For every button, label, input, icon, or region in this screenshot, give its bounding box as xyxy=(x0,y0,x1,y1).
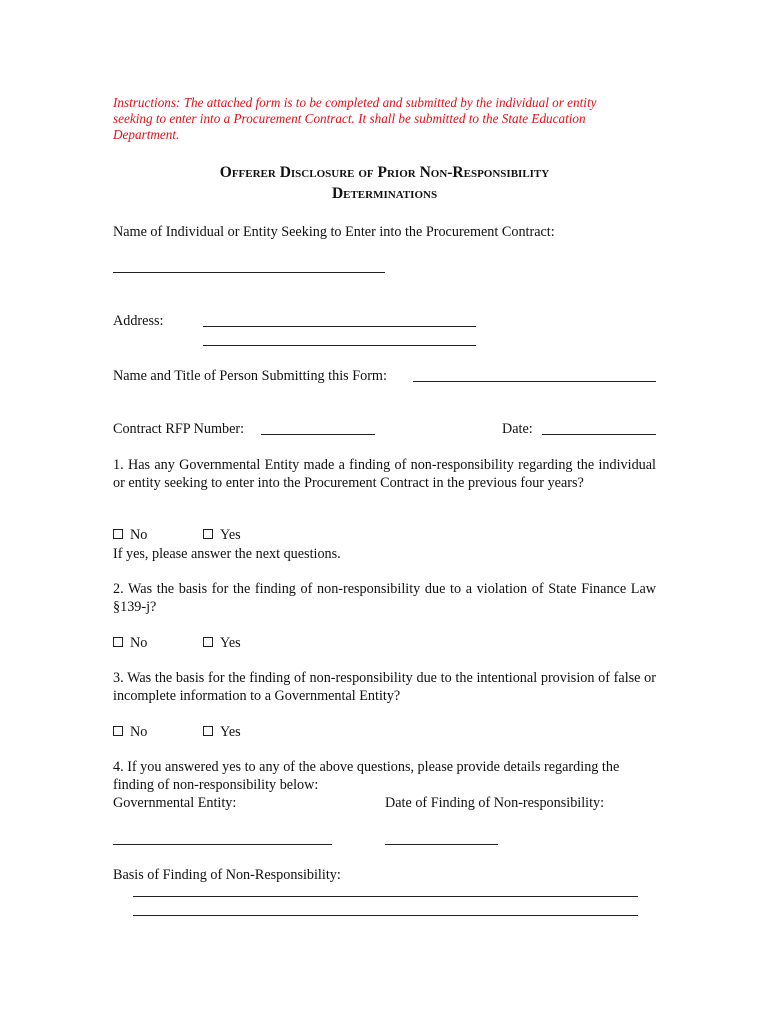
finding-date-field[interactable] xyxy=(385,844,498,845)
date-field[interactable] xyxy=(542,434,656,435)
address-line-2-field[interactable] xyxy=(203,345,476,346)
question-3-text: 3. Was the basis for the finding of non-responsibility due to the intentional provision of false or incomplete information to a Governmental Entity? xyxy=(113,670,656,704)
q3-no-label: No xyxy=(130,724,148,740)
checkbox-icon[interactable] xyxy=(113,637,123,647)
basis-label: Basis of Finding of Non-Responsibility: xyxy=(113,867,341,883)
date-label: Date: xyxy=(502,421,533,437)
submitter-field[interactable] xyxy=(413,381,656,382)
basis-line-2-field[interactable] xyxy=(133,915,638,916)
q1-followup: If yes, please answer the next questions. xyxy=(113,546,341,562)
instructions-line-1: Instructions: The attached form is to be completed and submitted by the individual or entity xyxy=(113,95,597,110)
question-1-text: 1. Has any Governmental Entity made a finding of non-responsibility regarding the individual or entity seeking to enter into the Procurement Contract in the previous four years? xyxy=(113,457,656,491)
basis-line-1-field[interactable] xyxy=(133,896,638,897)
q3-yes-label: Yes xyxy=(220,724,241,740)
q2-yes-option[interactable] xyxy=(203,634,241,652)
form-title-line-2: Determinations xyxy=(331,185,438,202)
q2-no-option[interactable] xyxy=(113,634,147,652)
governmental-entity-label: Governmental Entity: xyxy=(113,795,237,811)
q3-no-option[interactable] xyxy=(113,723,147,741)
question-4-text: 4. If you answered yes to any of the above questions, please provide details regarding the finding of non-responsibility below: xyxy=(113,759,620,793)
q1-no-label: No xyxy=(130,527,148,543)
entity-name-field[interactable] xyxy=(113,272,385,273)
q2-yes-label: Yes xyxy=(220,635,241,651)
submitter-label: Name and Title of Person Submitting this Form: xyxy=(113,368,387,384)
question-2-text: 2. Was the basis for the finding of non-responsibility due to a violation of State Finance Law §139-j? xyxy=(113,581,656,615)
address-label: Address: xyxy=(113,313,164,329)
instructions-line-3: Department. xyxy=(113,127,180,142)
form-title xyxy=(113,162,656,204)
instructions xyxy=(113,95,656,143)
governmental-entity-field[interactable] xyxy=(113,844,332,845)
q1-no-option[interactable] xyxy=(113,526,147,544)
checkbox-icon[interactable] xyxy=(113,726,123,736)
checkbox-icon[interactable] xyxy=(203,637,213,647)
rfp-number-field[interactable] xyxy=(261,434,375,435)
q1-yes-option[interactable] xyxy=(203,526,241,544)
address-line-1-field[interactable] xyxy=(203,326,476,327)
checkbox-icon[interactable] xyxy=(113,529,123,539)
q3-yes-option[interactable] xyxy=(203,723,241,741)
q1-yes-label: Yes xyxy=(220,527,241,543)
checkbox-icon[interactable] xyxy=(203,529,213,539)
entity-name-label: Name of Individual or Entity Seeking to Enter into the Procurement Contract: xyxy=(113,224,555,240)
checkbox-icon[interactable] xyxy=(203,726,213,736)
rfp-label: Contract RFP Number: xyxy=(113,421,245,437)
instructions-line-2: seeking to enter into a Procurement Contract. It shall be submitted to the State Education xyxy=(113,111,586,126)
finding-date-label: Date of Finding of Non-responsibility: xyxy=(385,795,605,811)
form-title-line-1: Offerer Disclosure of Prior Non-Responsibility xyxy=(219,164,550,181)
q2-no-label: No xyxy=(130,635,148,651)
